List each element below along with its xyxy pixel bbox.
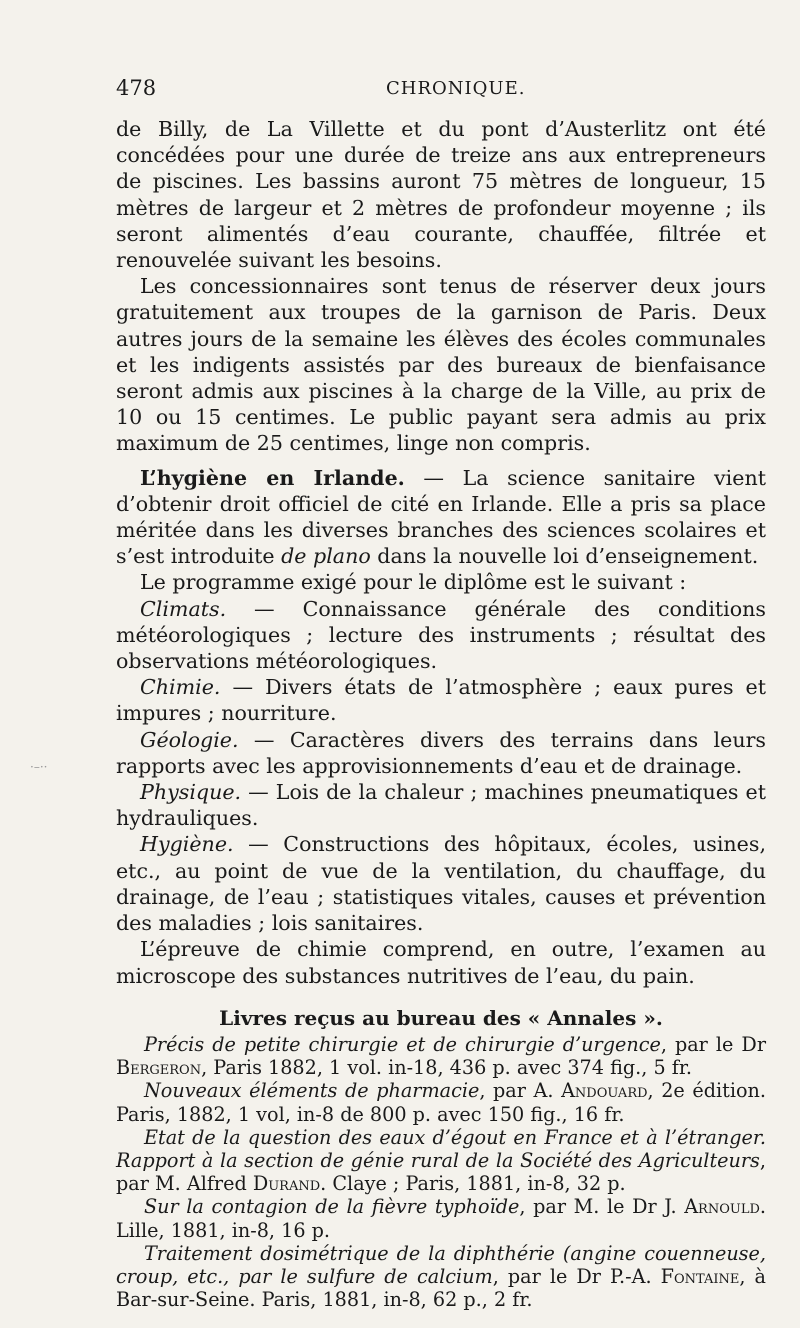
margin-mark: ·–·· xyxy=(30,760,48,774)
book-entry xyxy=(116,1079,766,1125)
book-title: Nouveaux éléments de pharmacie xyxy=(144,1079,480,1103)
paragraph-epreuve-chimie: L’épreuve de chimie comprend, en outre, l’examen au microscope des substances nutritives de l’eau, du pain. xyxy=(116,937,766,988)
page-number: 478 xyxy=(116,76,157,100)
programme-item xyxy=(116,831,766,936)
book-connector: , par M. Alfred xyxy=(116,1148,766,1196)
page-header xyxy=(116,76,766,106)
paragraph-piscines: de Billy, de La Villette et du pont d’Austerlitz ont été concédées pour une durée de treize ans aux entrepreneurs de piscines. Les bassins auront 75 mètres de longueur, 15 mètres de largeur et 2 mètres de profondeur moyenne ; ils seront alimentés d’eau courante, chauffée, filtrée et renouvelée suivant les besoins. xyxy=(116,117,766,273)
programme-text: — Divers états de l’atmosphère ; eaux pures et impures ; nourriture. xyxy=(116,675,766,726)
programme-text: — Constructions des hôpitaux, écoles, usines, etc., au point de vue de la ventilation, du chauffage, du drainage, de l’eau ; statistiques vitales, causes et prévention des maladies ; lois sanitaires. xyxy=(116,832,766,936)
books-list xyxy=(116,1033,766,1311)
irlande-de-plano: de plano xyxy=(281,544,371,569)
book-title: Traitement dosimétrique de la diphthérie (angine couenneuse, croup, etc., par le sulfure de calcium xyxy=(116,1241,766,1288)
book-title: Sur la contagion de la fièvre typhoïde xyxy=(144,1195,520,1219)
book-details: , Paris 1882, 1 vol. in-18, 436 p. avec 374 fig., 5 fr. xyxy=(201,1056,693,1080)
programme-item xyxy=(116,674,766,726)
book-entry xyxy=(116,1242,766,1312)
book-author: Andouard xyxy=(561,1079,648,1103)
paragraph-programme: Le programme exigé pour le diplôme est le suivant : xyxy=(140,570,687,595)
book-author: Bergeron xyxy=(116,1056,202,1080)
book-details: , 2e édition. Paris, 1882, 1 vol, in-8 de 800 p. avec 150 fig., 16 fr. xyxy=(116,1079,766,1126)
book-details: . Lille, 1881, in-8, 16 p. xyxy=(116,1195,767,1242)
book-details: , à Bar-sur-Seine. Paris, 1881, in-8, 62 p., 2 fr. xyxy=(116,1264,766,1312)
book-details: . Claye ; Paris, 1881, in-8, 32 p. xyxy=(320,1172,626,1196)
programme-term: Hygiène. xyxy=(140,832,234,857)
programme-item xyxy=(116,596,766,675)
book-connector: , par le Dr xyxy=(660,1032,766,1056)
programme-term: Physique. xyxy=(140,780,242,805)
programme-text: — Caractères divers des terrains dans leurs rapports avec les approvisionnements d’eau et de drainage. xyxy=(116,727,766,778)
section-title-irlande: L’hygiène en Irlande. xyxy=(140,465,405,490)
book-author: Durand xyxy=(252,1172,321,1196)
programme-term: Chimie. xyxy=(140,675,221,700)
irlande-text-b: dans la nouvelle loi d’enseignement. xyxy=(370,544,759,569)
book-author: Fontaine xyxy=(660,1264,740,1288)
book-connector: , par le Dr P.-A. xyxy=(492,1264,661,1288)
programme-term: Climats. xyxy=(140,596,227,621)
book-entry xyxy=(116,1033,766,1079)
programme-item xyxy=(116,727,766,779)
programme-item xyxy=(116,779,766,831)
book-title: Etat de la question des eaux d’égout en France et à l’étranger. Rapport à la section de génie rural de la Société des Agriculteurs xyxy=(116,1125,766,1172)
page-body xyxy=(116,116,766,1311)
programme-text: — Connaissance générale des conditions météorologiques ; lecture des instruments ; résultat des observations météorologiques. xyxy=(116,596,766,674)
irlande-text-a: — La science sanitaire vient d’obtenir droit officiel de cité en Irlande. Elle a pris sa place méritée dans les diverses branches des sciences scolaires et s’est introduite xyxy=(116,465,766,569)
book-entry xyxy=(116,1126,766,1196)
book-title: Précis de petite chirurgie et de chirurgie d’urgence xyxy=(144,1032,661,1056)
book-entry xyxy=(116,1195,766,1241)
paragraph-irlande xyxy=(116,465,766,570)
books-section-title: Livres reçus au bureau des « Annales ». xyxy=(219,1005,663,1030)
programme-term: Géologie. xyxy=(140,727,239,752)
book-connector: , par A. xyxy=(479,1079,562,1103)
running-title: CHRONIQUE. xyxy=(386,78,526,99)
book-connector: , par M. le Dr J. xyxy=(519,1195,685,1219)
paragraph-concessionnaires: Les concessionnaires sont tenus de réserver deux jours gratuitement aux troupes de la garnison de Paris. Deux autres jours de la semaine les élèves des écoles communales et les indigents assistés par des bureaux de bienfaisance seront admis aux piscines à la charge de la Ville, au prix de 10 ou 15 centimes. Le public payant sera admis au prix maximum de 25 centimes, linge non compris. xyxy=(116,274,766,456)
programme-text: — Lois de la chaleur ; machines pneumatiques et hydrauliques. xyxy=(116,780,766,831)
book-author: Arnould xyxy=(684,1195,760,1219)
